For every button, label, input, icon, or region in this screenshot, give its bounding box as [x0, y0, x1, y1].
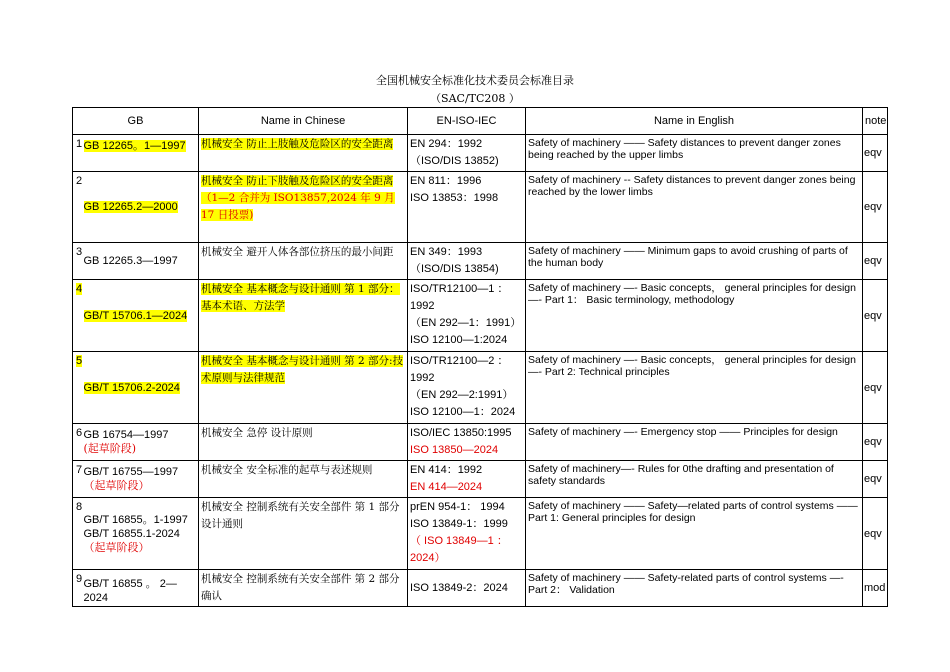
iso-standard: ISO/TR12100—1 ：1992: [410, 283, 509, 312]
row-number-text: 6: [76, 427, 83, 439]
iso-standard: ISO/TR12100—2 ：1992: [410, 355, 509, 384]
iso-standard: ISO 13849-1：1999: [410, 518, 508, 530]
chinese-name-cell: [199, 172, 408, 243]
table-header-row: [73, 108, 888, 135]
row-number-text: 4: [76, 283, 83, 295]
header-name-english: Name in English: [526, 108, 863, 135]
iso-standard-new: ISO 13850—2024: [410, 444, 499, 456]
english-name: Safety of machinery —— Minimum gaps to avoid crushing of parts of the human body: [526, 243, 863, 280]
note-value: eqv: [863, 352, 888, 424]
iso-standard-new: EN 414—2024: [410, 481, 483, 493]
row-number-text: 5: [76, 355, 83, 367]
table-row: [73, 570, 888, 607]
en-iso-iec-cell: [408, 280, 526, 352]
english-name: Safety of machinery —- Basic concepts， general principles for design —- Part 1： Basic terminology, methodology: [526, 280, 863, 352]
row-number: [73, 352, 84, 424]
gb-code: GB 12265.3—1997: [83, 255, 178, 267]
gb-status: （起草阶段）: [83, 540, 150, 554]
en-iso-iec-cell: [408, 424, 526, 461]
row-number: [73, 280, 84, 352]
note-value: mod: [863, 570, 888, 607]
gb-status: (起草阶段): [83, 442, 137, 455]
en-iso-iec-cell: [408, 135, 526, 172]
chinese-name-cell: [199, 280, 408, 352]
row-number-text: 7: [76, 464, 83, 476]
chinese-name: 机械安全 急停 设计原则: [201, 427, 313, 439]
table-row: [73, 352, 888, 424]
chinese-name: 机械安全 基本概念与设计通则 第 2 部分:技术原则与法律规范: [201, 355, 404, 384]
row-number: [73, 172, 84, 243]
chinese-name: 机械安全 控制系统有关安全部件 第 1 部分 设计通则: [201, 501, 400, 530]
table-body: [73, 135, 888, 607]
en-iso-iec-cell: [408, 498, 526, 570]
row-number-text: 9: [76, 573, 83, 585]
english-name: Safety of machinery —- Basic concepts， general principles for design —- Part 2: Technical principles: [526, 352, 863, 424]
header-en-iso-iec: EN-ISO-IEC: [408, 108, 526, 135]
gb-status: （起草阶段）: [83, 479, 150, 492]
header-gb: GB: [73, 108, 199, 135]
gb-code-cell: [84, 243, 199, 280]
iso-standard: ISO 12100—1：2024: [410, 406, 516, 418]
chinese-name-cell: [199, 570, 408, 607]
table-row: [73, 461, 888, 498]
chinese-name: 机械安全 防止上肢触及危险区的安全距离: [201, 138, 394, 150]
iso-standard: EN 349：1993: [410, 246, 483, 258]
gb-code-cell: [84, 280, 199, 352]
iso-standard: EN 294：1992: [410, 138, 483, 150]
english-name: Safety of machinery —- Emergency stop —— Principles for design: [526, 424, 863, 461]
row-number: [73, 135, 84, 172]
iso-standard: ISO 12100—1:2024: [410, 334, 508, 346]
chinese-name-cell: [199, 243, 408, 280]
iso-standard: ISO 13849-2：2024: [410, 581, 508, 594]
gb-code: GB/T 16755—1997: [83, 466, 179, 478]
row-number-text: 2: [76, 175, 83, 187]
iso-standard: EN 811：1996: [410, 175, 482, 187]
document-title: 全国机械安全标准化技术委员会标准目录: [376, 74, 574, 87]
note-value: eqv: [863, 135, 888, 172]
chinese-name: 机械安全 防止下肢触及危险区的安全距离: [201, 175, 394, 187]
iso-standard-new: （ ISO 13849—1 ：2024）: [410, 535, 508, 564]
english-name: Safety of machinery -- Safety distances to prevent danger zones being reached by the lower limbs: [526, 172, 863, 243]
iso-standard: （ISO/DIS 13854): [410, 263, 499, 275]
gb-code: GB/T 15706.2-2024: [83, 381, 180, 394]
header-note: note: [863, 108, 888, 135]
chinese-name-note: （1—2 合并为 ISO13857,2024 年 9 月 17 日投票): [201, 192, 395, 221]
en-iso-iec-cell: [408, 461, 526, 498]
gb-code: GB 12265.2—2000: [83, 201, 178, 213]
en-iso-iec-cell: [408, 352, 526, 424]
note-value: eqv: [863, 498, 888, 570]
iso-standard: prEN 954-1： 1994: [410, 501, 505, 513]
chinese-name-cell: [199, 498, 408, 570]
standards-table: [72, 107, 888, 607]
table-row: [73, 172, 888, 243]
row-number-text: 3: [76, 246, 83, 258]
note-value: eqv: [863, 243, 888, 280]
chinese-name-cell: [199, 424, 408, 461]
gb-code-cell: [84, 172, 199, 243]
gb-code-cell: [84, 135, 199, 172]
table-row: [73, 280, 888, 352]
row-number: [73, 461, 84, 498]
gb-code-cell: [84, 424, 199, 461]
iso-standard: ISO/IEC 13850:1995: [410, 427, 512, 439]
english-name: Safety of machinery —— Safety-related parts of control systems —- Part 2： Validation: [526, 570, 863, 607]
chinese-name: 机械安全 基本概念与设计通则 第 1 部分：基本术语、方法学: [201, 283, 400, 312]
note-value: eqv: [863, 424, 888, 461]
iso-standard: EN 414：1992: [410, 464, 483, 476]
row-number: [73, 498, 84, 570]
gb-code-cell: [84, 498, 199, 570]
row-number: [73, 570, 84, 607]
gb-code: GB/T 16855 。 2—2024: [83, 578, 177, 604]
chinese-name-cell: [199, 135, 408, 172]
iso-standard: （EN 292—2:1991）: [410, 389, 514, 401]
document-subtitle: （SAC/TC208 ）: [430, 92, 520, 105]
en-iso-iec-cell: [408, 172, 526, 243]
table-row: [73, 243, 888, 280]
gb-code: GB/T 16855。1-1997: [83, 513, 188, 526]
note-value: eqv: [863, 172, 888, 243]
iso-standard: （ISO/DIS 13852): [410, 155, 499, 167]
gb-code: GB 12265。1—1997: [83, 140, 186, 152]
gb-code: GB 16754—1997: [83, 429, 169, 441]
header-name-chinese: Name in Chinese: [199, 108, 408, 135]
row-number-text: 1: [76, 138, 83, 150]
gb-code: GB/T 16855.1-2024: [83, 527, 180, 540]
gb-code-cell: [84, 461, 199, 498]
english-name: Safety of machinery —— Safety—related parts of control systems —— Part 1: General principles for design: [526, 498, 863, 570]
chinese-name: 机械安全 避开人体各部位挤压的最小间距: [201, 246, 394, 258]
chinese-name-cell: [199, 461, 408, 498]
chinese-name: 机械安全 控制系统有关安全部件 第 2 部分确认: [201, 573, 400, 602]
table-row: [73, 135, 888, 172]
en-iso-iec-cell: [408, 243, 526, 280]
table-row: [73, 498, 888, 570]
note-value: eqv: [863, 280, 888, 352]
gb-code: GB/T 15706.1—2024: [83, 309, 188, 322]
english-name: Safety of machinery —— Safety distances to prevent danger zones being reached by the upper limbs: [526, 135, 863, 172]
row-number-text: 8: [76, 501, 83, 513]
row-number: [73, 424, 84, 461]
iso-standard: ISO 13853：1998: [410, 192, 499, 204]
iso-standard: （EN 292—1：1991）: [410, 317, 522, 329]
english-name: Safety of machinery—- Rules for 0the drafting and presentation of safety standards: [526, 461, 863, 498]
chinese-name: 机械安全 安全标准的起草与表述规则: [201, 464, 373, 476]
row-number: [73, 243, 84, 280]
gb-code-cell: [84, 570, 199, 607]
en-iso-iec-cell: [408, 570, 526, 607]
chinese-name-cell: [199, 352, 408, 424]
gb-code-cell: [84, 352, 199, 424]
table-row: [73, 424, 888, 461]
note-value: eqv: [863, 461, 888, 498]
